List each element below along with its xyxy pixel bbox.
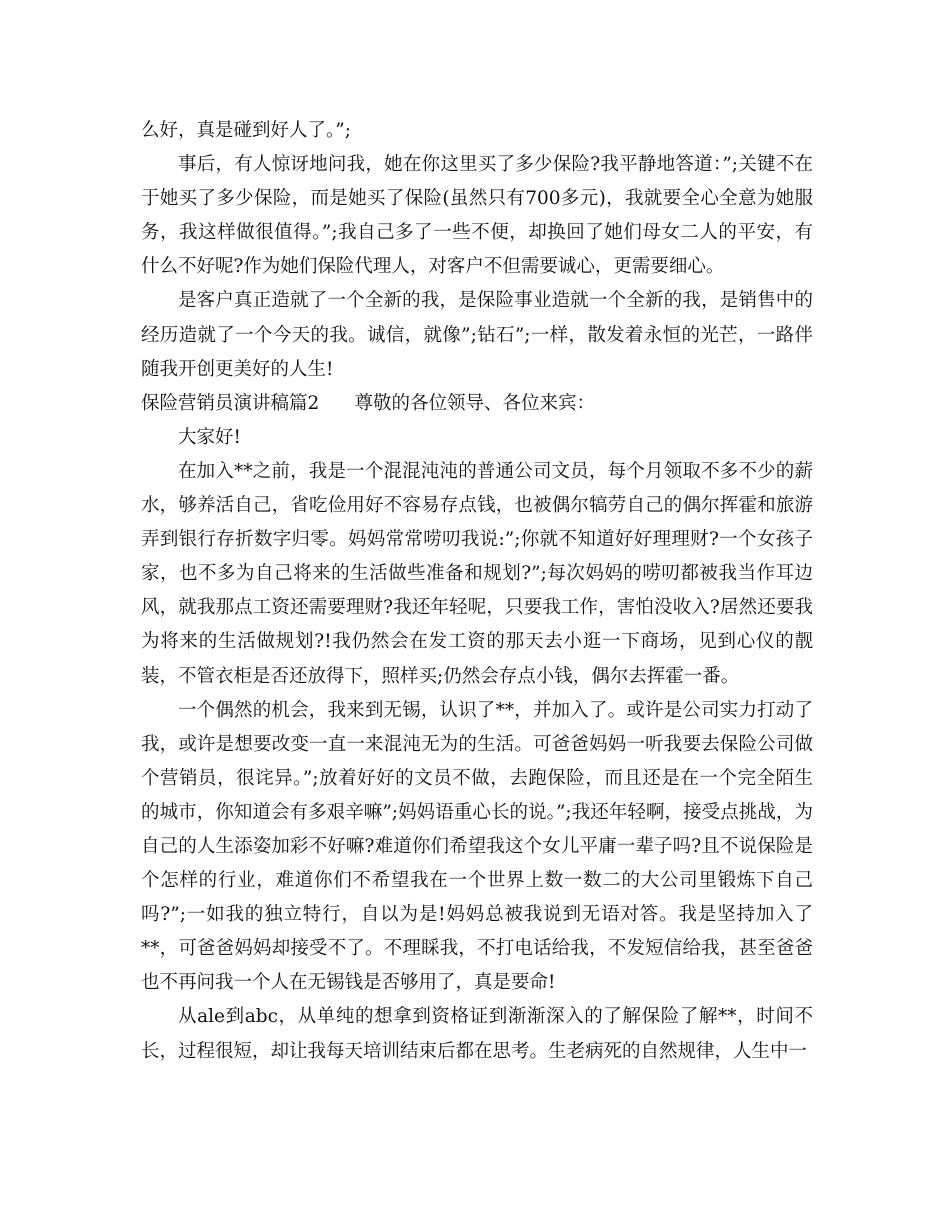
- paragraph-2: 事后，有人惊讶地问我，她在你这里买了多少保险?我平静地答道：”;关键不在于她买了多少保险，而是她买了保险(虽然只有700多元)，我就要全心全意为她服务，我这样做很值得。”;我自己多了一些不便，却换回了她们母女二人的平安，有什么不好呢?作为她们保险代理人，对客户不但需要诚心，更需要细心。: [141, 154, 813, 278]
- paragraph-5: 一个偶然的机会，我来到无锡，认识了**，并加入了。或许是公司实力打动了我，或许是想要改变一直一来混沌无为的生活。可爸爸妈妈一听我要去保险公司做个营销员，很诧异。”;放着好好的文员不做，去跑保险，而且还是在一个完全陌生的城市，你知道会有多艰辛嘛”;妈妈语重心长的说。”;我还年轻啊，接受点挑战，为自己的人生添姿加彩不好嘛?难道你们希望我这个女儿平庸一辈子吗?且不说保险是个怎样的行业，难道你们不希望我在一个世界上数一数二的大公司里锻炼下自己吗?”;一如我的独立特行，自以为是!妈妈总被我说到无语对答。我是坚持加入了**，可爸爸妈妈却接受不了。不理睬我，不打电话给我，不发短信给我，甚至爸爸也不再问我一个人在无锡钱是否够用了，真是要命!: [141, 699, 813, 994]
- paragraph-3: 是客户真正造就了一个全新的我，是保险事业造就一个全新的我，是销售中的经历造就了一个今天的我。诚信，就像”;钻石”;一样，散发着永恒的光芒，一路伴随我开创更美好的人生!: [141, 290, 813, 380]
- document-page: [141, 114, 813, 1069]
- section-heading: 保险营销员演讲稿篇2 尊敬的各位领导、各位来宾：: [141, 392, 596, 414]
- paragraph-4: 在加入**之前，我是一个混混沌沌的普通公司文员，每个月领取不多不少的薪水，够养活自己，省吃俭用好不容易存点钱，也被偶尔犒劳自己的偶尔挥霍和旅游弄到银行存折数字归零。妈妈常常唠叨我说:”;你就不知道好好理理财?一个女孩子家，也不多为自己将来的生活做些准备和规划?”;每次妈妈的唠叨都被我当作耳边风，就我那点工资还需要理财?我还年轻呢，只要我工作，害怕没收入?居然还要我为将来的生活做规划?!我仍然会在发工资的那天去小逛一下商场，见到心仪的靓装，不管衣柜是否还放得下，照样买;仍然会存点小钱，偶尔去挥霍一番。: [141, 460, 813, 687]
- paragraph-6: 从ale到abc，从单纯的想拿到资格证到渐渐深入的了解保险了解**，时间不长，过程很短，却让我每天培训结束后都在思考。生老病死的自然规律，人生中一: [141, 1006, 813, 1062]
- greeting: 大家好!: [178, 426, 241, 448]
- paragraph-1: 么好，真是碰到好人了。”;: [141, 120, 351, 141]
